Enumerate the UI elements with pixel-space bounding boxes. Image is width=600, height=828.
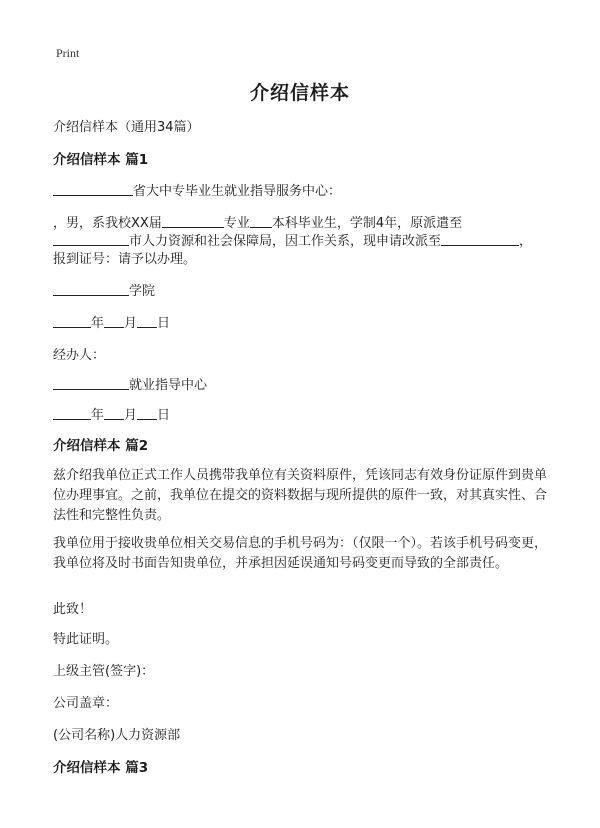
certify-line: 特此证明。 <box>53 632 119 647</box>
blank-field <box>104 314 124 328</box>
blank-field <box>137 314 157 328</box>
blank-field <box>53 282 129 296</box>
college-line <box>53 282 155 302</box>
intro-line: 介绍信样本（通用34篇） <box>53 120 200 135</box>
blank-field <box>162 214 224 228</box>
blank-field <box>53 182 133 196</box>
section-heading-2: 介绍信样本 篇2 <box>53 438 149 454</box>
body-text: 本科毕业生，学制4年，原派遣至 <box>271 216 463 231</box>
center-text: 就业指导中心 <box>129 378 208 393</box>
addressee-text: 省大中专毕业生就业指导服务中心： <box>133 184 342 199</box>
body-text: 市人力资源和社会保障局，因工作关系，现申请改派至 <box>129 234 442 249</box>
company-line: (公司名称)人力资源部 <box>53 728 181 743</box>
blank-field <box>53 406 91 420</box>
section-heading-1: 介绍信样本 篇1 <box>53 152 149 168</box>
handler-line: 经办人： <box>53 348 106 363</box>
blank-field <box>53 376 129 390</box>
paragraph-1: 兹介绍我单位正式工作人员携带我单位有关资料原件，凭该同志有效身份证原件到贵单位办理事宜。之前，我单位在提交的资料数据与现所提供的原件一致，对其真实性、合法性和完整性负责。 <box>53 468 548 523</box>
blank-field <box>250 214 272 228</box>
body-text: 专业 <box>223 216 250 231</box>
addressee-line <box>53 182 341 202</box>
seal-line: 公司盖章： <box>53 696 119 711</box>
body-text: ，男，系我校XX届 <box>53 216 162 231</box>
date-line-1 <box>53 314 170 334</box>
day-label: 日 <box>157 316 171 331</box>
month-label: 月 <box>124 316 138 331</box>
blank-field <box>53 232 129 246</box>
body-line-2 <box>53 232 532 252</box>
blank-field <box>137 406 157 420</box>
month-label: 月 <box>124 408 138 423</box>
section-heading-3: 介绍信样本 篇3 <box>53 760 149 776</box>
blank-field <box>441 232 519 246</box>
body-line-3: 报到证号：请予以办理。 <box>53 252 197 267</box>
year-label: 年 <box>91 408 105 423</box>
print-label: Print <box>56 46 80 60</box>
year-label: 年 <box>91 316 105 331</box>
center-line <box>53 376 207 396</box>
paragraph-2: 我单位用于接收贵单位相关交易信息的手机号码为：（仅限一个）。若该手机号码变更，我单位将及时书面告知贵单位，并承担因延误通知号码变更而导致的全部责任。 <box>53 536 548 571</box>
body-text: ， <box>519 234 533 249</box>
day-label: 日 <box>157 408 171 423</box>
blank-field <box>104 406 124 420</box>
closing-line: 此致！ <box>53 602 93 617</box>
page-title: 介绍信样本 <box>249 82 350 104</box>
blank-field <box>53 314 91 328</box>
body-line-1 <box>53 214 462 234</box>
date-line-2 <box>53 406 170 426</box>
supervisor-line: 上级主管(签字)： <box>53 664 155 679</box>
college-text: 学院 <box>129 284 156 299</box>
